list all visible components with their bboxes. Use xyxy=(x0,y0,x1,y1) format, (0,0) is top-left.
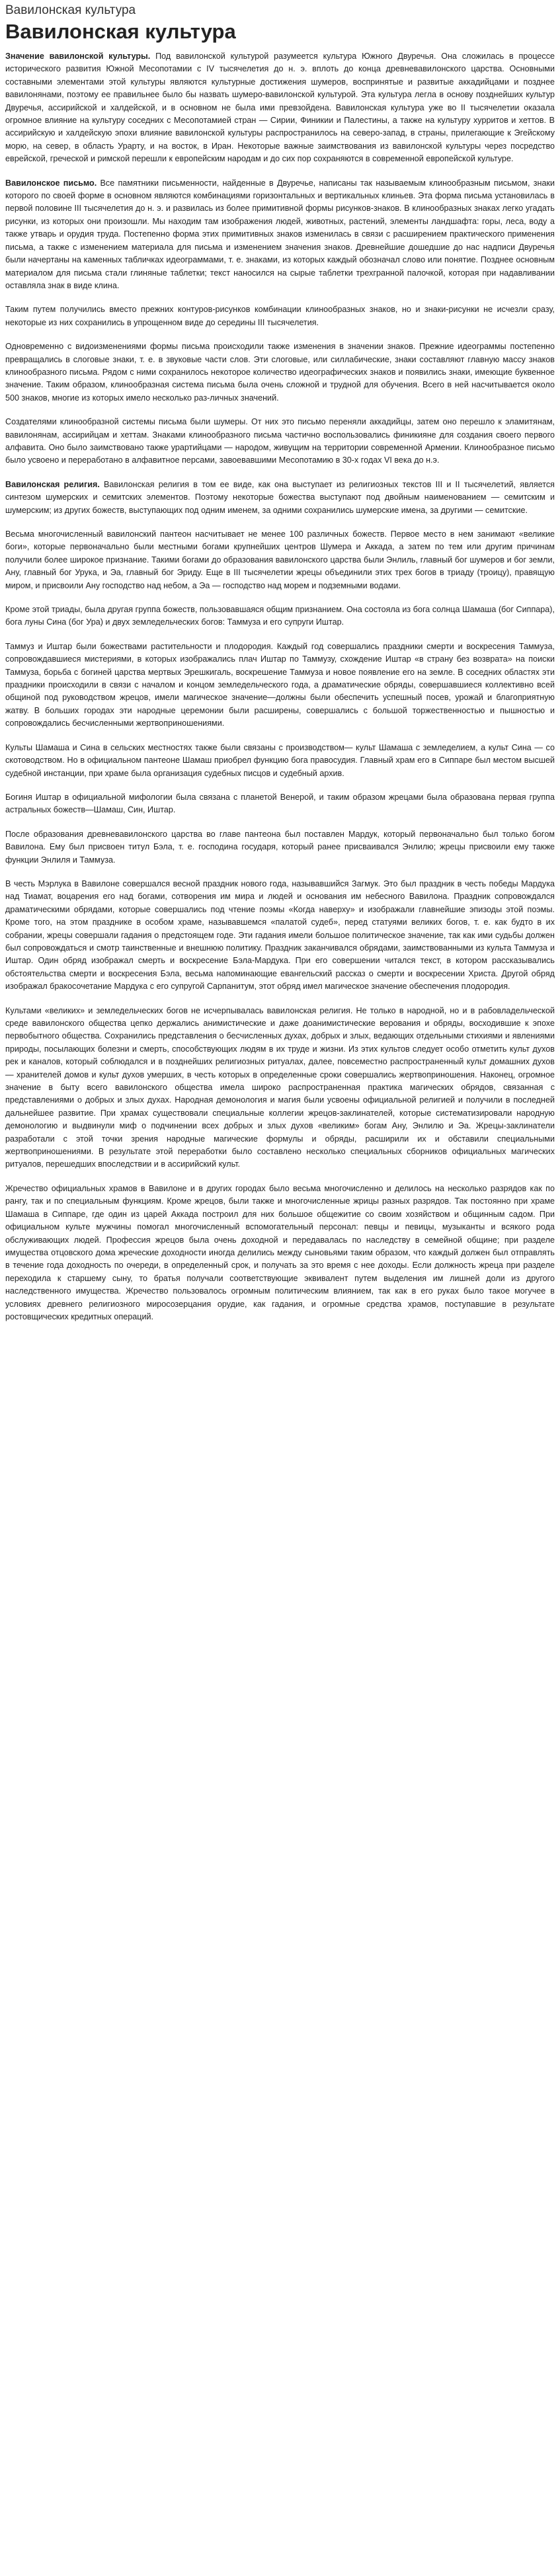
paragraph-text: Вавилонская религия в том ее виде, как она выступает из религиозных текстов III и II тысячелетий, является синтезом шумерских и семитских элементов. Поэтому некоторые божества выступают под двойным наименованием — семитским и шумерским; из других божеств, выступающих под одним именем, за одними сохранились шумерские имена, за другими — семитские. xyxy=(5,479,555,515)
paragraph-text: Под вавилонской культурой разумеется культура Южного Двуречья. Она сложилась в процессе исторического развития Южной Месопотамии с IV тысячелетия до н. э. вплоть до конца древневавилонского царства. Основными составными элементами этой культуры являются культурные достижения шумеров, воспринятые и развитые аккадийцами и позднее вавилонянами, поэтому ее правильнее было бы назвать шумеро-вавилонской культурой. Эта культура легла в основу позднейших культур Двуречья, ассирийской и халдейской, и в основном не была ими превзойдена. Вавилонская культура уже во II тысячелетии оказала огромное влияние на культуру соседних с Месопотамией стран — Сирии, Финикии и Палестины, а также на культуру хурритов и хеттов. В ассирийскую и халдейскую эпохи влияние вавилонской культуры распространилось на северо-запад, в страны, прилегающие к Эгейскому морю, на север, в область Урарту, и на восток, в Иран. Некоторые важные заимствования из вавилонской культуры через посредство еврейской, греческой и римской перешли к европейским народам и до сих пор сохраняются в современной европейской культуре. xyxy=(5,52,555,164)
paragraph-writing-2 xyxy=(5,303,555,329)
paragraph-marduk xyxy=(5,828,555,867)
paragraph-text: Одновременно с видоизменениями формы письма происходили также изменения в значении знаков. Прежние идеограммы постепенно превращались в слоговые знаки, т. е. в звуковые части слов. Эти слоговые, или силлабические, знаки составляют главную массу знаков клинообразного письма. Рядом с ними сохранилось некоторое количество идеографических знаков и появились знаки, имеющие буквенное значение. Таким образом, клинообразная система письма была очень сложной и трудной для обучения. Всего в ней насчитывается около 500 знаков, многие из которых имело несколько раз-личных значений. xyxy=(5,342,555,403)
paragraph-shamash-sin xyxy=(5,742,555,780)
paragraph-lead: Вавилонское письмо. xyxy=(5,178,97,188)
paragraph-triad xyxy=(5,604,555,629)
paragraph-text: Жречество официальных храмов в Вавилоне и в других городах было весьма многочисленно и делилось на несколько разрядов как по рангу, так и по специальным функциям. Кроме жрецов, были также и многочисленные жрицы разных разрядов. Так постоянно при храме Шамаша в Сиппаре, где один из царей Аккада построил для них большое общежитие со своим хозяйством и общинным садом. При официальном культе мужчины помогал многочисленный вспомогательный персонал: певцы и певицы, музыканты и всякого рода обслуживающих людей. Профессия жрецов была очень доходной и передавалась по наследству в семейной общине; при разделе имущества отцовского дома жреческие доходности иногда делились между сыновьями таким образом, что каждый должен был отправлять в течение года доходность по очереди, в определенный срок, и получать за это время с нее доходы. Если должность жреца при разделе переходила к старшему сыну, то братья получали соответствующие эквивалент путем выделения им лишней доли из другого наследственного имущества. Жречество пользовалось огромным политическим влиянием, так как в его руках было такое могучее в условиях древнего религиозного миросозерцания орудие, как гадания, и огромные средства храмов, поступавшие в результате ростовщических кредитных операций. xyxy=(5,1183,555,1321)
paragraph-text: Создателями клинообразной системы письма были шумеры. От них это письмо переняли аккадийцы, затем оно перешло к эламитянам, вавилонянам, ассирийцам и хеттам. Знаками клинообразного письма частично воспользовались финикияне для создания своего первого алфавита. Оно было заимствовано также урартийцами — народом, живущим на территории современной Армении. Клинообразное письмо было усвоено и переработано в алфавитное персами, завоевавшими Месопотамию в 30-х годах VI века до н.э. xyxy=(5,417,555,465)
paragraph-writing xyxy=(5,177,555,293)
paragraph-lead: Значение вавилонской культуры. xyxy=(5,52,151,61)
paragraph-text: Таммуз и Иштар были божествами растительности и плодородия. Каждый год совершались праздники смерти и воскресения Таммуза, сопровождавшиеся мистериями, в которых изображались плач Иштар по Таммузу, схождение Иштар «в страну без возврата» на поиски Таммуза, борьба с богиней царства мертвых Эрешкигаль, воскрешение Таммуза и новое появление его на земле. В соседних областях эти праздники происходили в связи с началом и концом земледельческого года, а драматические обряды, совершавшиеся коллективно всей общиной под руководством жрецов, имели магическое значение—должны были обеспечить успешный посев, урожай и благоприятную жатву. В больших городах эти народные церемонии были расширены, совершались с большой торжественностью и пышностью и сопровождались бесчисленными жертвоприношениями. xyxy=(5,641,555,728)
article-title: Вавилонская культура xyxy=(5,20,236,43)
paragraph-zagmuk xyxy=(5,878,555,994)
paragraph-ishtar-venus xyxy=(5,791,555,817)
paragraph-tammuz-ishtar xyxy=(5,641,555,730)
paragraph-writing-3 xyxy=(5,340,555,405)
paragraph-lead: Вавилонская религия. xyxy=(5,479,100,489)
paragraph-text: Весьма многочисленный вавилонский пантеон насчитывает не менее 100 различных божеств. Первое место в нем занимают «великие боги», которые первоначально были местными богами крупнейших центров Шумера и Аккада, а затем по тем или другим причинам получили более широкое признание. Такими богами до образования вавилонского царства были Энлиль, главный бог шумеров и бог земли, Ану, главный бог Урука, и Эа, главный бог Эриду. Еще в III тысячелетии жрецы объединили этих трех богов в триаду (троицу), правящую миром, и присвоили Ану господство над небом, а Эа — господство над морем и подземными водами. xyxy=(5,529,555,590)
page-header-title: Вавилонская культура xyxy=(5,3,136,17)
paragraph-text: В честь Мэрлука в Вавилоне совершался весной праздник нового года, называвшийся Загмук. Это был праздник в честь победы Мардука над Тиамат, воцарения его над богами, сотворения им мира и людей и основания им небесного Вавилона. Праздник сопровождался драматическими обрядами, которые совершались под чтение поэмы «Когда наверху» и изображали главнейшие эпизоды этой поэмы. Кроме того, на этом празднике в особом храме, называвшемся «палатой судеб», перед статуями великих богов, т. е. как будто в их собрании, жрецы совершали гадания о предстоящем годе. Эти гадания имели большое политическое значение, так как ими судьбы должен был сопровождаться и смотр таинственные и внешнюю политику. Праздник заканчивался обрядами, заимствованными из культа Таммуза и Иштар. Один обряд изображал смерть и воскресение Бэла-Мардука. При его совершении читался текст, в котором рассказывались обстоятельства смерти и воскресения Бэла, весьма напоминающие евангельский рассказ о смерти и воскресении Христа. Другой обряд изображал бракосочетание Мардука с его супругой Сарпанитум, этот обряд имел магическое значение обеспечения плодородия. xyxy=(5,878,555,992)
paragraph-cults-spirits xyxy=(5,1005,555,1171)
paragraph-text: Таким путем получились вместо прежних контуров-рисунков комбинации клинообразных знаков, но и знаки-рисунки не исчезли сразу, некоторые из них сохранились в упрощенном виде до середины III тысячелетия. xyxy=(5,305,555,327)
paragraph-text: Богиня Иштар в официальной мифологии была связана с планетой Венерой, и таким образом жрецами была образована первая группа астральных божеств—Шамаш, Син, Иштар. xyxy=(5,792,555,815)
paragraph-significance xyxy=(5,50,555,166)
paragraph-text: Кроме этой триады, была другая группа божеств, пользовавшаяся общим признанием. Она состояла из бога солнца Шамаша (бог Сиппара), бога луны Сина (бог Ура) и двух земледельческих богов: Таммуза и его супруги Иштар. xyxy=(5,605,555,627)
paragraph-text: После образования древневавилонского царства во главе пантеона был поставлен Мардук, который первоначально был только богом Вавилона. Ему был присвоен титул Бэла, т. е. господина государя, который ранее присваивался Энлилю; жрецы присвоили ему также функции Энлиля и Таммуза. xyxy=(5,829,555,865)
paragraph-writing-4 xyxy=(5,416,555,467)
paragraph-text: Культы Шамаша и Сина в сельских местностях также были связаны с производством— культ Шамаша с земледелием, а культ Сина — со скотоводством. Но в официальном пантеоне Шамаш приобрел функцию бога правосудия. Главный храм его в Сиппаре был местом высшей судебной инстанции, при храме была организация судебных писцов и судебный архив. xyxy=(5,742,555,778)
paragraph-text: Все памятники письменности, найденные в Двуречье, написаны так называемым клинообразным письмом, знаки которого по своей форме в основном являются комбинациями горизонтальных и вертикальных клиньев. Эта форма письма установилась в первой половине III тысячелетия до н. э. и развилась из более примитивной формы рисунков-знаков. В клинообразных знаках легко угадать рисунки, из которых они произошли. Мы находим там изображения людей, животных, растений, элементы ландшафта: горы, леса, воду а также утварь и орудия труда. Постепенно форма этих примитивных знаков изменилась в связи с расширением практического применения письма, а также с изменением материала для письма и изменением значения знаков. Древнейшие дошедшие до нас надписи Двуречья были начертаны на каменных табличках идеограммами, т. е. знаками, из которых каждый обозначал слово или понятие. Позднее основным материалом для письма стали глиняные таблетки; текст наносился на сырые таблетки трехгранной палочкой, которая при надавливании оставляла знак в виде клина. xyxy=(5,178,555,290)
paragraph-pantheon xyxy=(5,528,555,592)
paragraph-priesthood xyxy=(5,1183,555,1323)
paragraph-text: Культами «великих» и земледельческих богов не исчерпывалась вавилонская религия. Не только в народной, но и в рабовладельческой среде вавилонского общества цепко держались анимистические и даже доанимистические верования и обряды, восходившие к эпохе первобытного общества. Сохранились представления о бесчисленных духах, добрых и злых, ведающих отдельными стихиями и явлениями природы, посылающих болезни и смерть, способствующих людям в их труде и жизни. Из этих культов следует особо отметить культ духов рек и каналов, который соблюдался и в позднейших религиозных ритуалах, далее, повсеместно распространенный культ домашних духов — хранителей домов и культ духов умерших, в честь которых в определенные сроки совершались жертвоприношения. Наконец, огромное значение в быту всего вавилонского общества имела широко распространенная практика магических обрядов, связанная с представлениями о добрых и злых духах. Народная демонология и магия были усвоены официальной религией и получили в последней дальнейшее развитие. При храмах существовали специальные коллегии жрецов-заклинателей, которые систематизировали народную демонологию и выдвинули миф о подчинении всех добрых и злых духов «великим» богам Ану, Энлилю и Эа. Жрецы-заклинатели разработали с этой точки зрения народные магические формулы и обряды, расширили их и обставили специальными жертвоприношениями. В результате этой переработки было составлено несколько специальных сборников официальных магических ритуалов, перешедших впоследствии и в ассирийский культ. xyxy=(5,1005,555,1169)
paragraph-religion xyxy=(5,479,555,517)
